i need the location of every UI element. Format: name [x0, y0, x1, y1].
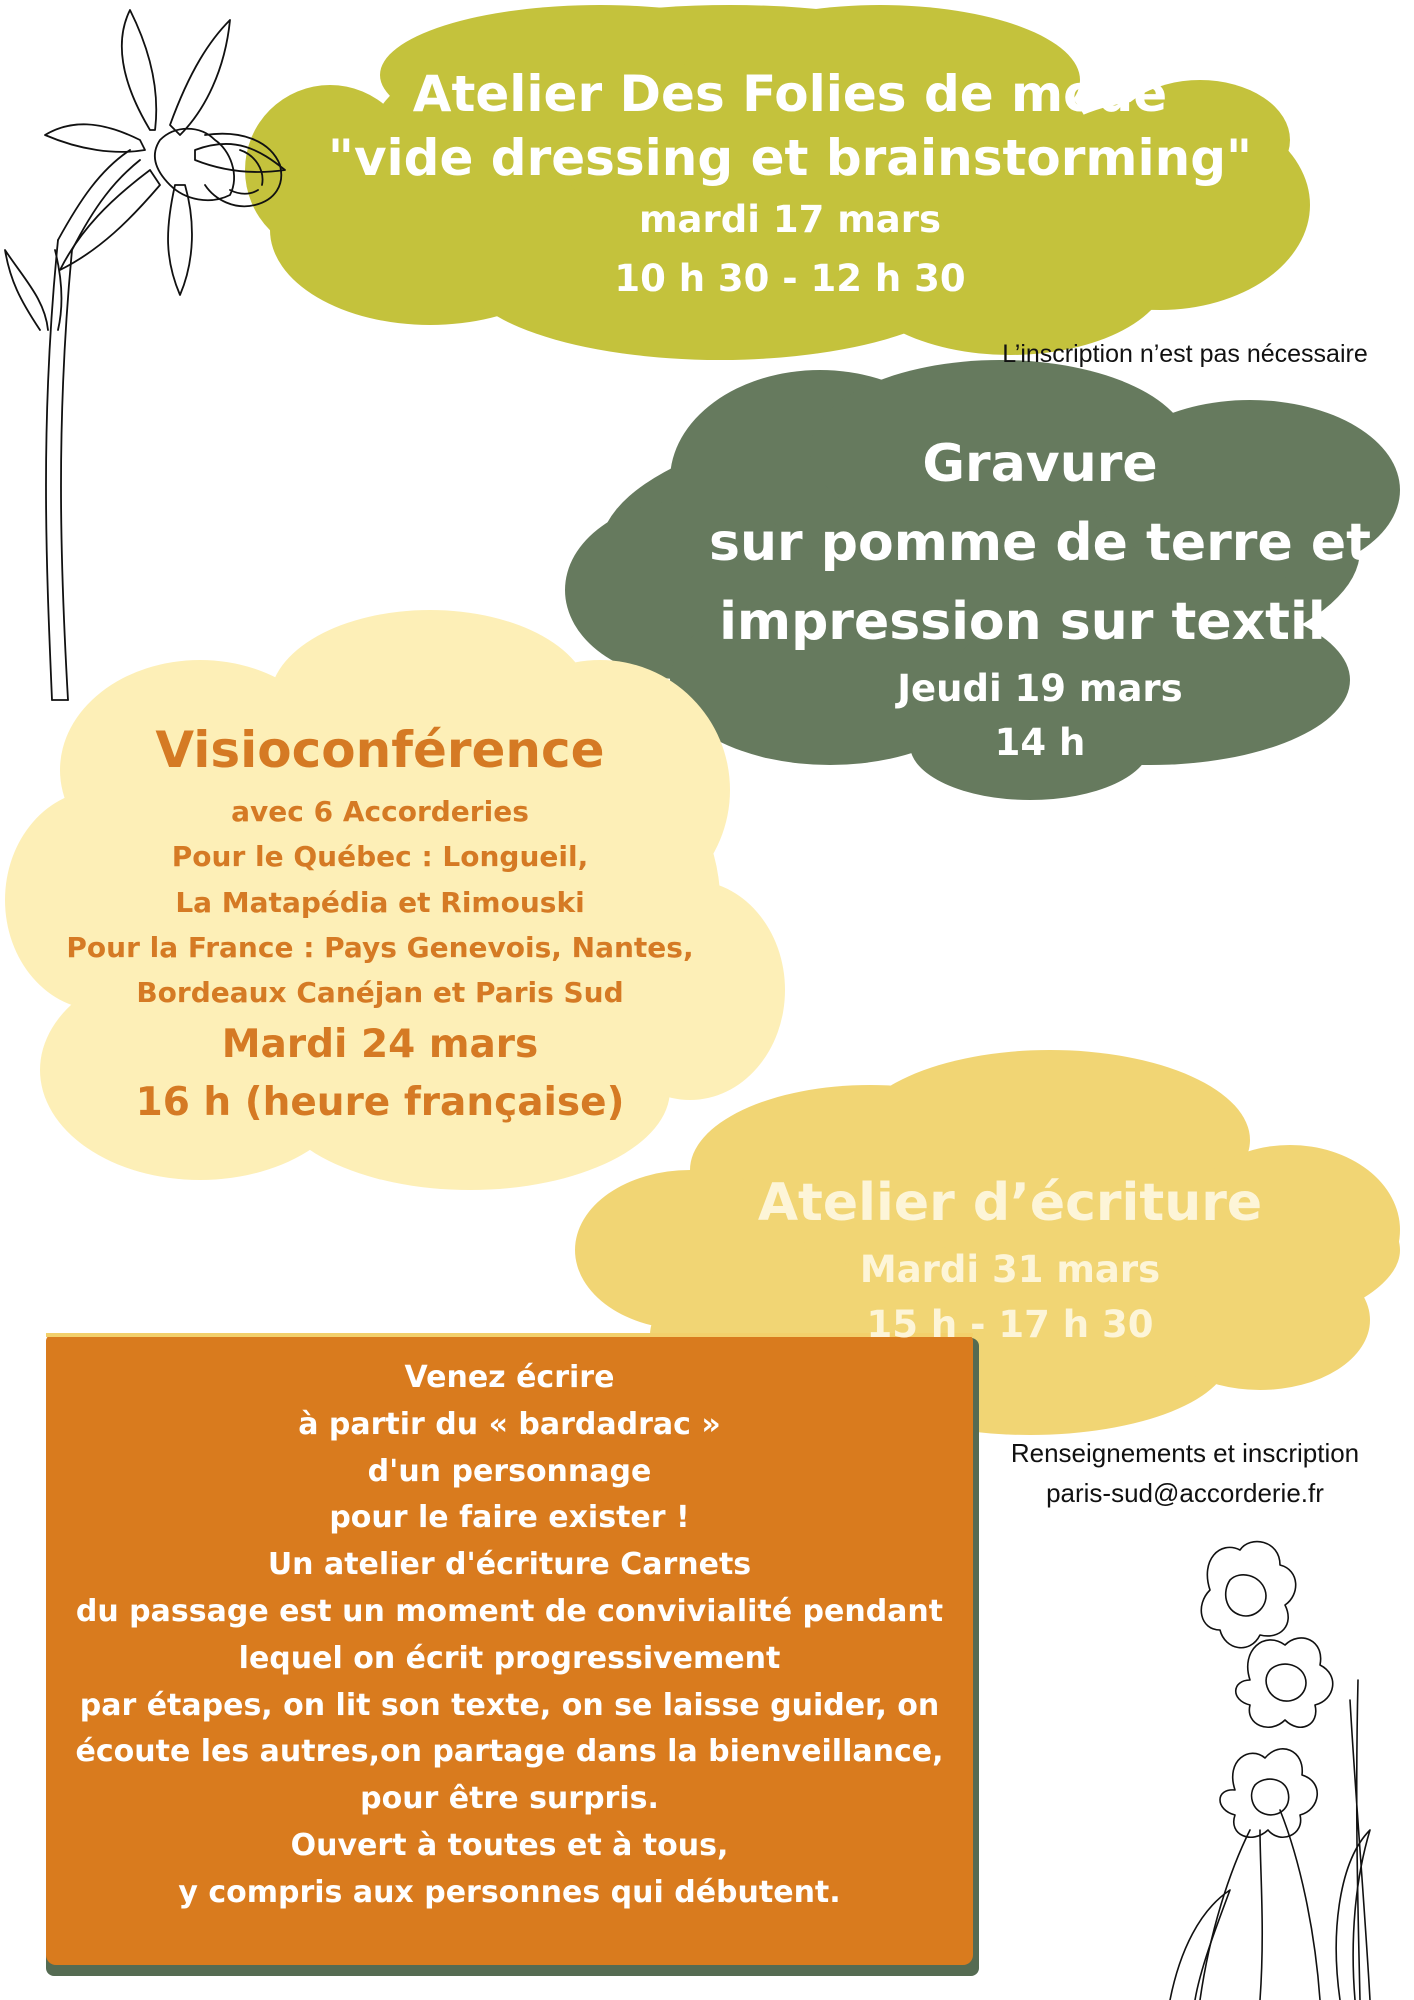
event-3-line: La Matapédia et Rimouski [175, 885, 585, 919]
contact-email[interactable]: paris-sud@accorderie.fr [1046, 1478, 1324, 1509]
event-2-date: Jeudi 19 mars [897, 667, 1183, 711]
description-line: par étapes, on lit son texte, on se laisse guider, on [79, 1687, 940, 1723]
event-3-title: Visioconférence [155, 721, 605, 779]
event-3-date: Mardi 24 mars [221, 1021, 539, 1067]
description-line: Un atelier d'écriture Carnets [267, 1547, 752, 1583]
event-4-time: 15 h - 17 h 30 [866, 1303, 1154, 1347]
description-line: pour le faire exister ! [329, 1500, 690, 1536]
description-line: écoute les autres,on partage dans la bienveillance, [75, 1734, 944, 1770]
description-line: Ouvert à toutes et à tous, [290, 1827, 729, 1863]
event-2-title-line-1: Gravure [922, 434, 1158, 494]
description-line: du passage est un moment de convivialité pendant [75, 1593, 944, 1629]
description-line: Venez écrire [404, 1360, 615, 1395]
contact-info [975, 1433, 1395, 1514]
event-3-line: Pour la France : Pays Genevois, Nantes, [66, 931, 694, 965]
event-2-title-line-3: impression sur textile [719, 592, 1361, 653]
event-1-date: mardi 17 mars [639, 198, 941, 241]
description-line: lequel on écrit progressivement [238, 1640, 781, 1676]
event-4-title: Atelier d’écriture [757, 1173, 1263, 1233]
event-2-title-line-2: sur pomme de terre et [709, 513, 1371, 574]
event-3-line: Pour le Québec : Longueil, [171, 840, 589, 874]
event-4-date: Mardi 31 mars [859, 1247, 1161, 1291]
description-line: à partir du « bardadrac » [298, 1406, 721, 1442]
event-3-line: avec 6 Accorderies [231, 795, 529, 828]
event-3-time: 16 h (heure française) [135, 1080, 625, 1126]
event-1-title-line-2: "vide dressing et brainstorming" [327, 129, 1253, 187]
event-1-time: 10 h 30 - 12 h 30 [614, 257, 966, 301]
event-3-line: Bordeaux Canéjan et Paris Sud [136, 976, 624, 1010]
event-2-time: 14 h [994, 720, 1086, 764]
event-4 [680, 1170, 1340, 1353]
description-line: d'un personnage [367, 1453, 652, 1489]
description-text [46, 1355, 973, 1917]
description-line: pour être surpris. [360, 1781, 659, 1817]
event-1-note: L’inscription n’est pas nécessaire [1002, 340, 1368, 368]
event-1-title-line-1: Atelier Des Folies de mode [412, 65, 1168, 123]
description-line: y compris aux personnes qui débutent. [178, 1874, 841, 1910]
daffodil-bouquet-icon [1140, 1530, 1410, 2000]
event-3 [30, 715, 730, 1133]
contact-label: Renseignements et inscription [1010, 1438, 1360, 1468]
event-1 [270, 62, 1310, 308]
event-2 [680, 425, 1400, 769]
